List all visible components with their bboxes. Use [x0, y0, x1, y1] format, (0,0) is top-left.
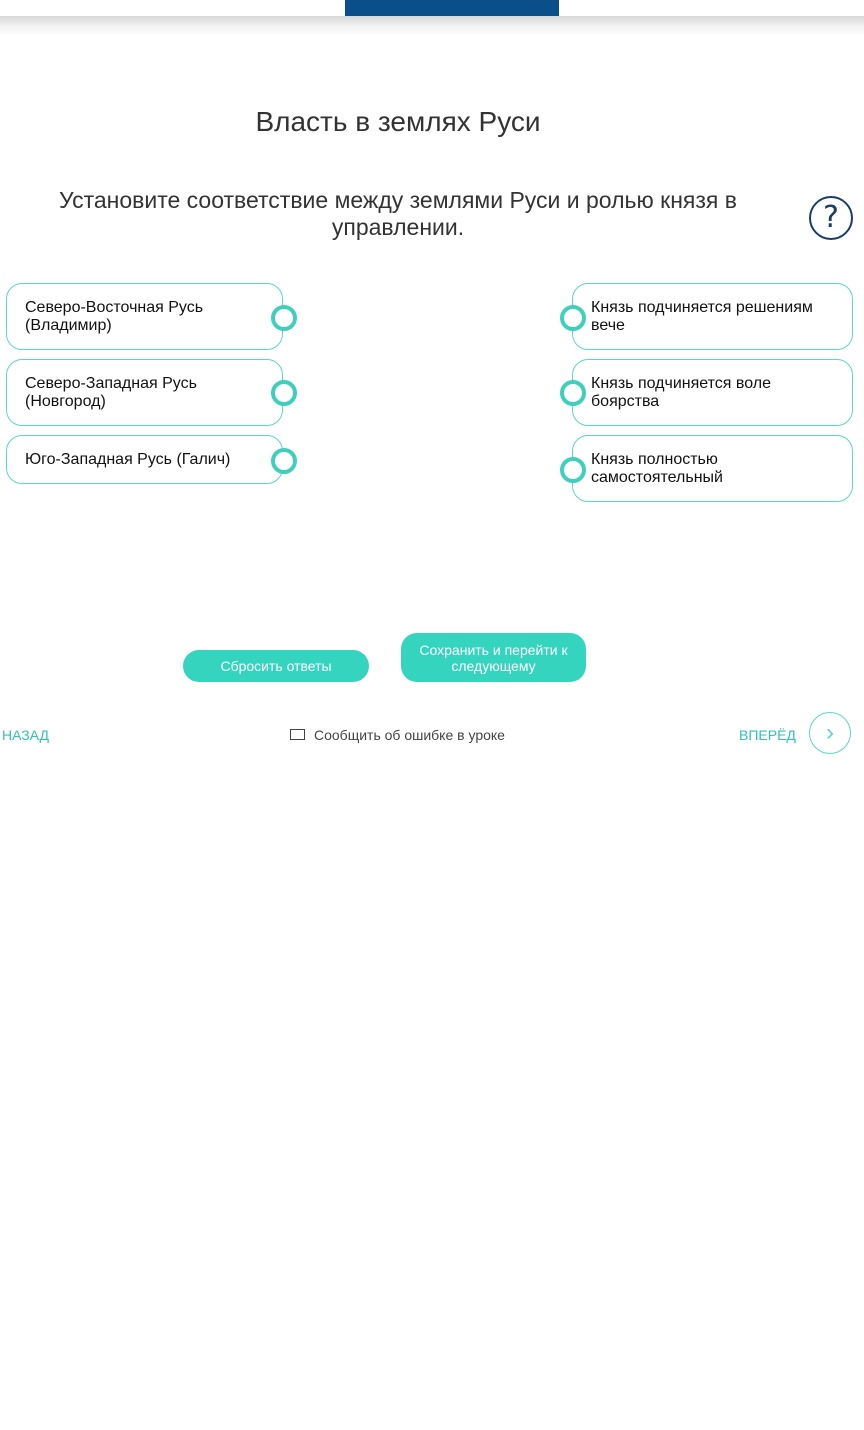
- left-connector-dot[interactable]: [271, 305, 297, 331]
- right-connector-dot[interactable]: [560, 457, 586, 483]
- left-item-label: Юго-Западная Русь (Галич): [25, 450, 231, 468]
- reset-answers-button[interactable]: Сбросить ответы: [183, 650, 369, 682]
- forward-link[interactable]: ВПЕРЁД: [739, 727, 796, 743]
- back-link[interactable]: НАЗАД: [2, 727, 50, 743]
- report-error-link[interactable]: [290, 727, 505, 743]
- left-item-label: Северо-Западная Русь (Новгород): [25, 374, 197, 410]
- left-item-vladimir[interactable]: [6, 283, 283, 350]
- right-connector-dot[interactable]: [560, 380, 586, 406]
- left-connector-dot[interactable]: [271, 448, 297, 474]
- chevron-right-icon[interactable]: ›: [809, 712, 851, 754]
- progress-bar: [0, 0, 864, 16]
- left-connector-dot[interactable]: [271, 380, 297, 406]
- right-item-boyars[interactable]: [572, 359, 853, 426]
- left-item-galich[interactable]: [6, 435, 283, 484]
- envelope-icon: [290, 729, 305, 740]
- help-icon[interactable]: ?: [809, 196, 853, 240]
- header-shadow: [0, 16, 864, 34]
- right-item-veche[interactable]: [572, 283, 853, 350]
- progress-bar-active-segment[interactable]: [345, 0, 559, 16]
- left-item-novgorod[interactable]: [6, 359, 283, 426]
- right-item-label: Князь подчиняется решениям вече: [591, 298, 813, 334]
- right-item-label: Князь полностью самостоятельный: [591, 450, 723, 486]
- right-item-label: Князь подчиняется воле боярства: [591, 374, 771, 410]
- task-instruction: Установите соответствие между землями Руси и ролью князя в управлении.: [59, 187, 737, 240]
- save-and-next-button[interactable]: Сохранить и перейти к следующему: [401, 633, 586, 682]
- left-item-label: Северо-Восточная Русь (Владимир): [25, 298, 204, 334]
- lesson-title: Власть в землях Руси: [255, 106, 541, 137]
- right-item-independent[interactable]: [572, 435, 853, 502]
- right-connector-dot[interactable]: [560, 305, 586, 331]
- report-error-label: Сообщить об ошибке в уроке: [314, 727, 505, 743]
